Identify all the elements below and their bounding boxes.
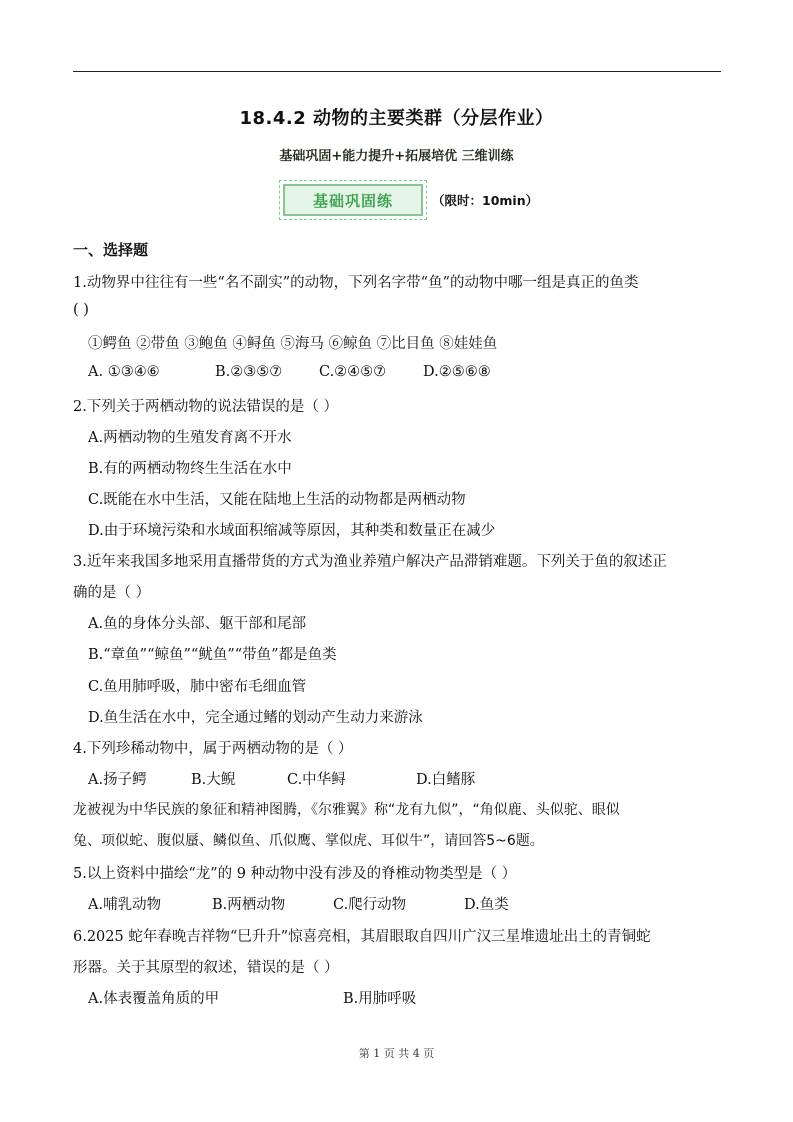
q6-stem-line1: 6.2025 蛇年春晚吉祥物“巳升升”惊喜亮相，其眉眼取自四川广汉三星堆遗址出土的青铜蛇 [73,929,651,945]
q1-option-a[interactable]: A. ①③④⑥ [88,364,160,380]
q2-option-c[interactable]: C.既能在水中生活，又能在陆地上生活的动物都是两栖动物 [88,492,466,508]
q1-option-d[interactable]: D.②⑤⑥⑧ [423,364,491,380]
q4-option-c[interactable]: C.中华鲟 [287,772,346,788]
q6-option-a[interactable]: A.体表覆盖角质的甲 [88,991,220,1007]
q6-option-b[interactable]: B.用肺呼吸 [343,991,417,1007]
q2-option-d[interactable]: D.由于环境污染和水域面积缩减等原因，其种类和数量正在减少 [88,523,496,539]
q5-option-c[interactable]: C.爬行动物 [333,897,407,913]
time-limit: （限时：10min） [432,193,539,208]
section-badge: 基础巩固练 [283,184,423,216]
q5-option-b[interactable]: B.两栖动物 [212,897,286,913]
q3-stem-line1: 3.近年来我国多地采用直播带货的方式为渔业养殖户解决产品滞销难题。下列关于鱼的叙述正 [73,554,667,570]
q3-option-d[interactable]: D.鱼生活在水中，完全通过鳍的划动产生动力来游泳 [88,710,423,726]
q3-option-b[interactable]: B.“章鱼”“鲸鱼”“鱿鱼”“带鱼”都是鱼类 [88,647,337,663]
q5-option-a[interactable]: A.哺乳动物 [88,897,162,913]
q1-option-b[interactable]: B.②③⑤⑦ [215,364,283,380]
section-heading: 一、选择题 [73,241,149,259]
passage-line1: 龙被视为中华民族的象征和精神图腾，《尔雅翼》称“龙有九似”，“角似鹿、头似驼、眼似 [73,802,620,818]
page-subtitle: 基础巩固+能力提升+拓展培优 三维训练 [279,149,514,164]
q3-option-a[interactable]: A.鱼的身体分头部、躯干部和尾部 [88,616,307,632]
q5-option-d[interactable]: D.鱼类 [464,897,509,913]
page-footer: 第 1 页 共 4 页 [358,1047,435,1060]
q4-option-d[interactable]: D.白鳍豚 [416,772,476,788]
q1-items: ①鳄鱼 ②带鱼 ③鲍鱼 ④鲟鱼 ⑤海马 ⑥鲸鱼 ⑦比目鱼 ⑧娃娃鱼 [88,336,498,352]
q4-stem: 4.下列珍稀动物中，属于两栖动物的是（ ） [73,741,353,757]
q1-option-c[interactable]: C.②④⑤⑦ [319,364,387,380]
q2-option-a[interactable]: A.两栖动物的生殖发育离不开水 [88,430,292,446]
q1-stem-line2: ( ) [73,302,89,318]
q1-stem-line1: 1.动物界中往往有一些“名不副实”的动物，下列名字带“鱼”的动物中哪一组是真正的鱼类 [73,275,639,291]
q3-option-c[interactable]: C.鱼用肺呼吸，肺中密布毛细血管 [88,679,307,695]
page-title: 18.4.2 动物的主要类群（分层作业） [239,108,554,129]
q2-stem: 2.下列关于两栖动物的说法错误的是（ ） [73,399,338,415]
q5-stem: 5.以上资料中描绘“龙”的 9 种动物中没有涉及的脊椎动物类型是（ ） [73,866,517,882]
q6-stem-line2: 形器。关于其原型的叙述，错误的是（ ） [73,960,339,976]
q3-stem-line2: 确的是（ ） [73,585,151,601]
passage-line2: 兔、项似蛇、腹似蜃、鳞似鱼、爪似鹰、掌似虎、耳似牛”，请回答5~6题。 [73,833,544,849]
q4-option-a[interactable]: A.扬子鳄 [88,772,147,788]
q2-option-b[interactable]: B.有的两栖动物终生生活在水中 [88,461,292,477]
header-rule [73,71,721,72]
q4-option-b[interactable]: B.大鲵 [191,772,236,788]
